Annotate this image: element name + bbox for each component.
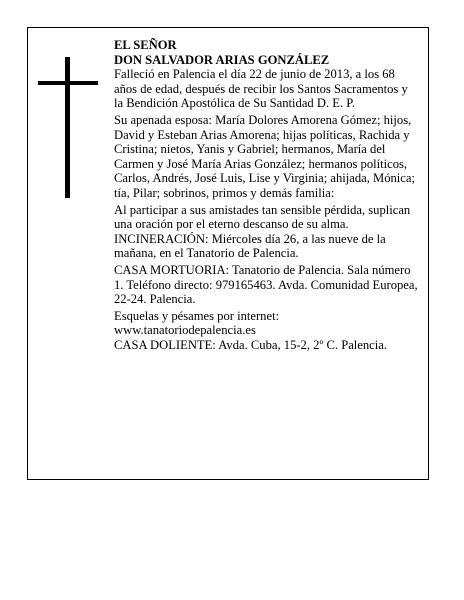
online-condolences: Esquelas y pésames por internet: www.tanatoriodepalencia.es <box>114 308 280 338</box>
cross-horizontal-bar <box>38 81 98 85</box>
prayer-request: Al participar a sus amistades tan sensible pérdida, suplican una oración por el eterno descanso de su alma. <box>114 202 411 232</box>
title-line-1: EL SEÑOR <box>114 38 177 52</box>
family-list: Su apenada esposa: María Dolores Amorena Gómez; hijos, David y Esteban Arias Amorena; hijas políticas, Rachida y Cristina; nietos, Yanis y Gabriel; hermanos, María del Carmen y José María Arias González; hermanos políticos, Carlos, Andrés, José Luis, Lise y Virginia; ahijada, Mónica; tía, Pilar; sobrinos, primos y demás familia: <box>114 112 415 200</box>
deceased-name: DON SALVADOR ARIAS GONZÁLEZ <box>114 52 330 67</box>
family-home-address: CASA DOLIENTE: Avda. Cuba, 15-2, 2º C. Palencia. <box>114 337 388 352</box>
funeral-home-details: CASA MORTUORIA: Tanatorio de Palencia. Sala número 1. Teléfono directo: 979165463. Avda. Comunidad Europea, 22-24. Palencia. <box>114 262 418 307</box>
cremation-details: INCINERACIÓN: Miércoles día 26, a las nueve de la mañana, en el Tanatorio de Palencia. <box>114 231 386 261</box>
obituary-text <box>114 38 419 352</box>
cross-icon <box>38 57 98 198</box>
death-announcement: Falleció en Palencia el día 22 de junio de 2013, a los 68 años de edad, después de recibir los Santos Sacramentos y la Bendición Apostólica de Su Santidad D. E. P. <box>114 67 408 111</box>
cross-vertical-bar <box>65 57 70 198</box>
